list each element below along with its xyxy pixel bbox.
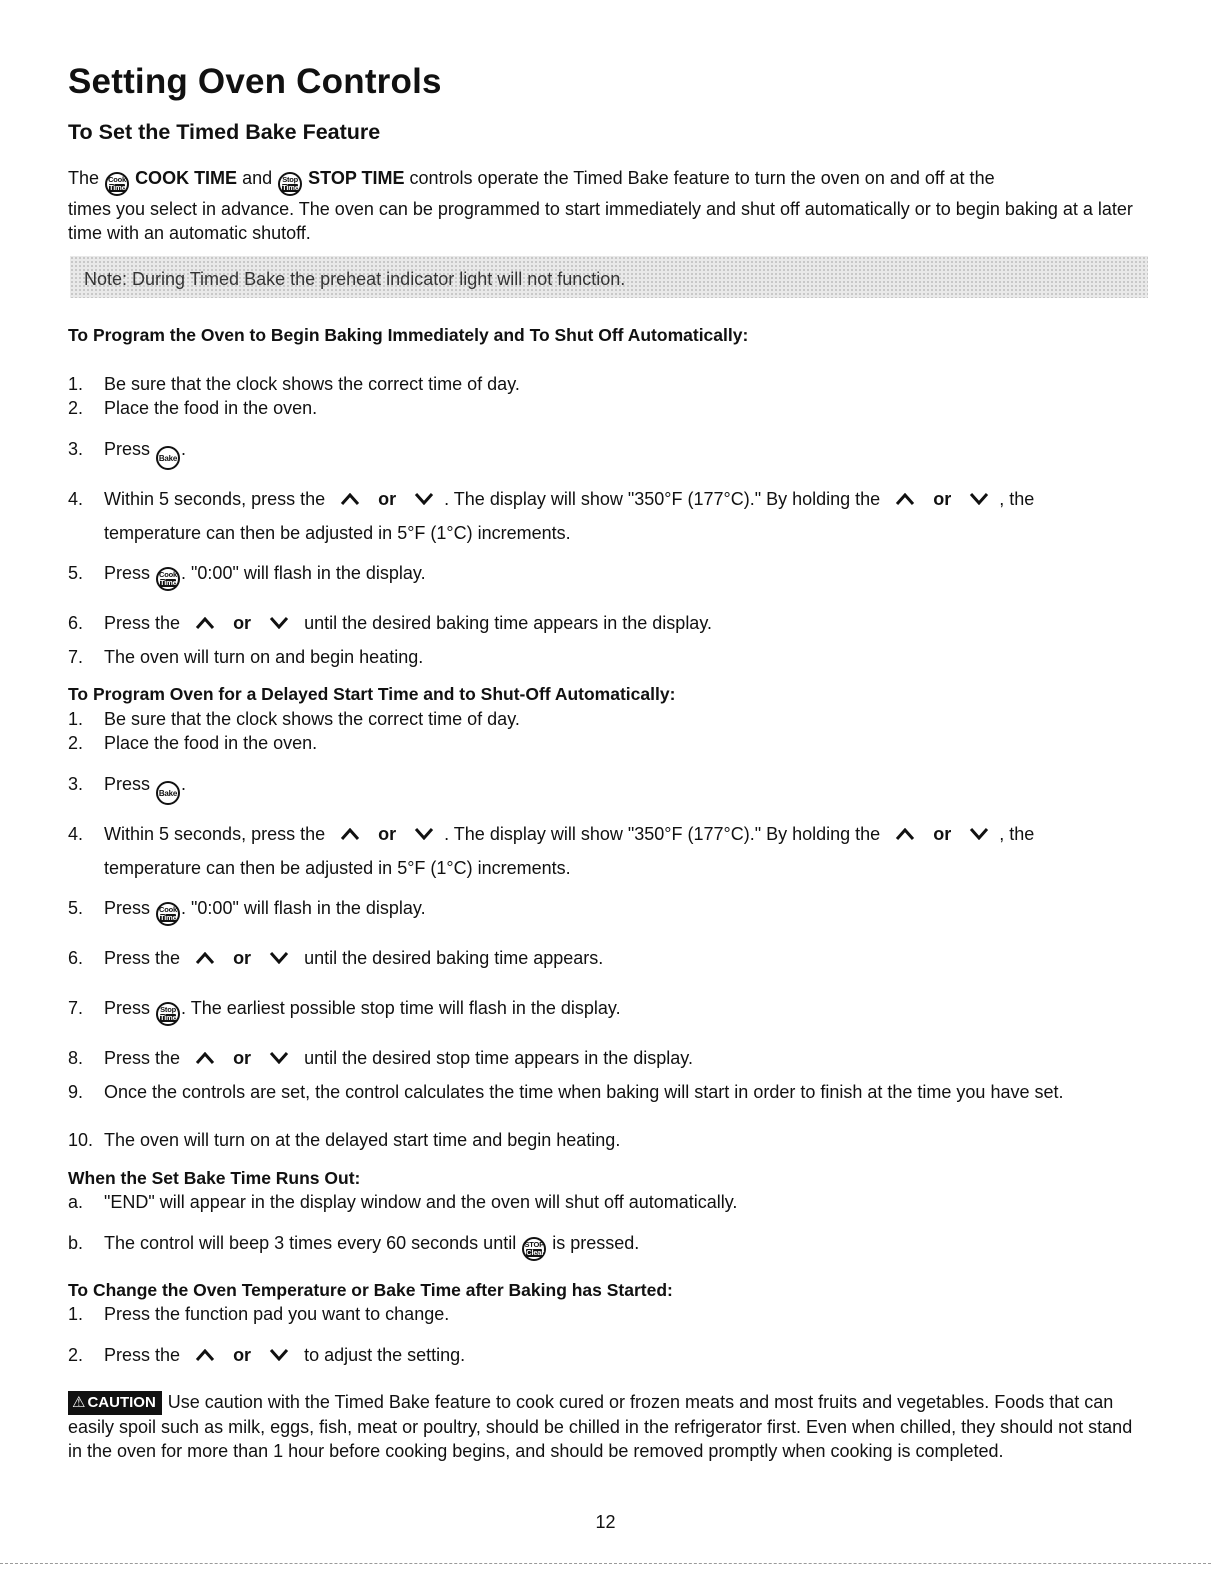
list-text: Press the: [104, 948, 181, 968]
list-text: . "0:00" will flash in the display.: [181, 898, 426, 918]
intro-and: and: [242, 168, 273, 188]
intro-paragraph: [68, 163, 1148, 245]
up-arrow-icon: [895, 828, 915, 840]
list-text: . The display will show "350°F (177°C)." By holding the: [444, 489, 881, 509]
down-arrow-icon: [969, 828, 989, 840]
list-text: "END" will appear in the display window and the oven will shut off automatically.: [104, 1192, 738, 1212]
list-number: 2.: [68, 1345, 84, 1365]
list-text: Press the: [104, 1048, 181, 1068]
caution-badge: [68, 1391, 162, 1415]
icon-label-bottom: Time: [109, 183, 126, 192]
list-text: The control will beep 3 times every 60 seconds until: [104, 1233, 517, 1253]
cook-time-button-icon: [156, 902, 180, 926]
list-text: The oven will turn on and begin heating.: [104, 647, 424, 667]
up-arrow-icon: [340, 493, 360, 505]
bottom-rule: [0, 1563, 1211, 1565]
list-text: , the: [999, 824, 1035, 844]
list-letter: a.: [68, 1192, 84, 1212]
icon-label-top: Cook: [159, 570, 177, 579]
cook-time-label: COOK TIME: [135, 168, 238, 188]
list-text: Place the food in the oven.: [104, 733, 318, 753]
stop-time-button-icon: [156, 1002, 180, 1026]
up-arrow-icon: [340, 828, 360, 840]
list-text: Press: [104, 563, 151, 583]
manual-page: Setting Oven Controls To Set the Timed Bake Feature The Cook Time COOK TIME and Stop Time STOP TIME controls operate the Timed Bake feature to turn the oven on and off at the times you select in advance. The oven can be programmed to start immediately and shut off automatically or to begin baking at a later time with an automatic shutoff. Note: During Timed Bake the preheat indicator light will not function. To Program the Oven to Begin Baking Immediately and To Shut Off Automatically: 1. Be sure that the clock shows the correct time of day. 2. Place the food in the oven. 3. Press Bake . 4. Within 5 seconds, press the or . The display will show "350°F (177°C)." By holding the or , the temperature can then be adjusted in 5°F (1°C) increments. 5. Press Cook Time . "0:00" will flash in the display. 6. Press the or until the desired baking time appears in the display. 7. The oven will turn on and begin heating. To Program Oven for a Delayed Start Time and to Shut-Off Automatically: 1. Be sure that the clock shows the correct time of day. 2. Place the food in the oven. 3. Press Bake . 4. Within 5 seconds, press the or . The display will show "350°F (177°C)." By holding the or , the temperature can then be adjusted in 5°F (1°C) increments. 5. Press Cook Time . "0:00" will flash in the display. 6. Press the or until the desired baking time appears. 7. Press Stop Time . The earliest possible stop time will flash in the display. 8. Press the or until the desired stop time appears in the display. 9. Once the controls are set, the control calculates the time when baking will start in order to finish at the time you have set. 10. The oven will turn on at the delayed start time and begin heating. When the Set Bake Time Runs Out: a. "END" will appear in the display window and the oven will shut off automatically. b. The control will beep 3 times every 60 seconds until STOP Clear is pressed. To Change the Oven Temperature or Bake Time after Baking has Started: 1. Press the function pad you want to change. 2. Press the or to adjust the setting. ⚠ CAUTION Use caution with the Timed Bake feature to cook cured or frozen meats and most fruits and vegetables. Foods that can easily spoil such as milk, eggs, fish, meat or poultry, should be chilled in the refrigerator first. Even when chilled, they should not stand in the oven for more than 1 hour before cooking begins, and should be removed promptly when cooking is completed. 12: [0, 0, 1211, 1573]
section1-heading: To Program the Oven to Begin Baking Immediately and To Shut Off Automatically:: [68, 325, 749, 345]
list-number: 7.: [68, 998, 84, 1018]
list-text: Press: [104, 898, 151, 918]
list-text: Press: [104, 998, 151, 1018]
or-word: or: [933, 489, 952, 509]
page-title: Setting Oven Controls: [68, 62, 442, 101]
intro-rest: times you select in advance. The oven can be programmed to start immediately and shut off automatically or to begin baking at a later time with an automatic shutoff.: [68, 199, 1133, 243]
down-arrow-icon: [414, 828, 434, 840]
list-text: until the desired baking time appears.: [304, 948, 604, 968]
list-text: is pressed.: [552, 1233, 640, 1253]
list-number: 10.: [68, 1130, 94, 1150]
icon-label-bottom: Time: [160, 578, 177, 587]
icon-label-top: Stop: [160, 1005, 176, 1014]
cook-time-button-icon: [105, 172, 129, 196]
list-text: , the: [999, 489, 1035, 509]
list-text: . The display will show "350°F (177°C)." By holding the: [444, 824, 881, 844]
list-text: The oven will turn on at the delayed start time and begin heating.: [104, 1130, 621, 1150]
up-arrow-icon: [895, 493, 915, 505]
list-text: Press the function pad you want to change.: [104, 1304, 450, 1324]
list-number: 6.: [68, 613, 84, 633]
list-number: 8.: [68, 1048, 84, 1068]
caution-paragraph: [68, 1390, 1148, 1463]
or-word: or: [933, 824, 952, 844]
or-word: or: [378, 489, 397, 509]
or-word: or: [233, 613, 252, 633]
list-text: temperature can then be adjusted in 5°F (1°C) increments.: [104, 858, 571, 878]
list-text: Press: [104, 774, 151, 794]
list-number: 7.: [68, 647, 84, 667]
intro-the: The: [68, 168, 100, 188]
down-arrow-icon: [269, 617, 289, 629]
icon-label-bottom: Time: [282, 183, 299, 192]
list-number: 1.: [68, 1304, 84, 1324]
list-text: . The earliest possible stop time will flash in the display.: [181, 998, 621, 1018]
list-number: 5.: [68, 898, 84, 918]
list-text: Within 5 seconds, press the: [104, 489, 326, 509]
list-text: temperature can then be adjusted in 5°F (1°C) increments.: [104, 523, 571, 543]
section4-heading: To Change the Oven Temperature or Bake Time after Baking has Started:: [68, 1280, 673, 1300]
icon-label-top: STOP: [524, 1240, 544, 1249]
list-text: . "0:00" will flash in the display.: [181, 563, 426, 583]
list-text: until the desired baking time appears in the display.: [304, 613, 712, 633]
icon-label-bottom: Time: [160, 913, 177, 922]
up-arrow-icon: [195, 952, 215, 964]
list-text: Place the food in the oven.: [104, 398, 318, 418]
list-number: 1.: [68, 709, 84, 729]
list-text: Once the controls are set, the control calculates the time when baking will start in order to finish at the time you have set.: [104, 1082, 1064, 1102]
list-text: until the desired stop time appears in the display.: [304, 1048, 693, 1068]
up-arrow-icon: [195, 617, 215, 629]
caution-badge-label: CAUTION: [87, 1394, 156, 1411]
or-word: or: [378, 824, 397, 844]
caution-text: Use caution with the Timed Bake feature to cook cured or frozen meats and most fruits and vegetables. Foods that can easily spoil such as milk, eggs, fish, meat or poultry, should be chilled in the refrigerator first. Even when chilled, they should not stand in the oven for more than 1 hour before cooking begins, and should be removed promptly when cooking is completed.: [68, 1392, 1133, 1461]
list-text: to adjust the setting.: [304, 1345, 466, 1365]
list-number: 3.: [68, 439, 84, 459]
or-word: or: [233, 1345, 252, 1365]
stop-time-label: STOP TIME: [308, 168, 405, 188]
icon-label-top: Cook: [159, 905, 177, 914]
list-text: Be sure that the clock shows the correct time of day.: [104, 709, 520, 729]
list-text: Within 5 seconds, press the: [104, 824, 326, 844]
icon-label-bottom: Time: [160, 1013, 177, 1022]
page-number: 12: [595, 1512, 616, 1532]
down-arrow-icon: [269, 1349, 289, 1361]
icon-label-top: Cook: [108, 175, 127, 184]
list-number: 4.: [68, 824, 84, 844]
list-number: 5.: [68, 563, 84, 583]
down-arrow-icon: [269, 1052, 289, 1064]
stop-clear-button-icon: [522, 1237, 546, 1261]
list-number: 6.: [68, 948, 84, 968]
down-arrow-icon: [269, 952, 289, 964]
or-word: or: [233, 948, 252, 968]
or-word: or: [233, 1048, 252, 1068]
bake-button-icon: [156, 446, 180, 470]
intro-line1-rest: controls operate the Timed Bake feature to turn the oven on and off at the: [409, 168, 995, 188]
icon-label: Bake: [158, 789, 178, 798]
section3-heading: When the Set Bake Time Runs Out:: [68, 1168, 361, 1188]
icon-label-top: Stop: [282, 175, 299, 184]
down-arrow-icon: [969, 493, 989, 505]
list-text: Be sure that the clock shows the correct time of day.: [104, 374, 520, 394]
list-number: 2.: [68, 398, 84, 418]
up-arrow-icon: [195, 1052, 215, 1064]
list-number: 2.: [68, 733, 84, 753]
section-heading: To Set the Timed Bake Feature: [68, 120, 381, 144]
list-text: Press the: [104, 1345, 181, 1365]
down-arrow-icon: [414, 493, 434, 505]
list-number: 1.: [68, 374, 84, 394]
section2-heading: To Program Oven for a Delayed Start Time and to Shut-Off Automatically:: [68, 684, 676, 704]
stop-time-button-icon: [278, 172, 302, 196]
list-letter: b.: [68, 1233, 84, 1253]
bake-button-icon: [156, 781, 180, 805]
warning-icon: ⚠: [72, 1394, 86, 1411]
icon-label-bottom: Clear: [526, 1248, 544, 1257]
list-number: 4.: [68, 489, 84, 509]
note-banner: Note: During Timed Bake the preheat indicator light will not function.: [70, 256, 1148, 298]
cook-time-button-icon: [156, 567, 180, 591]
list-text: Press the: [104, 613, 181, 633]
up-arrow-icon: [195, 1349, 215, 1361]
list-number: 3.: [68, 774, 84, 794]
icon-label: Bake: [158, 454, 178, 463]
list-text: Press: [104, 439, 151, 459]
list-number: 9.: [68, 1082, 84, 1102]
